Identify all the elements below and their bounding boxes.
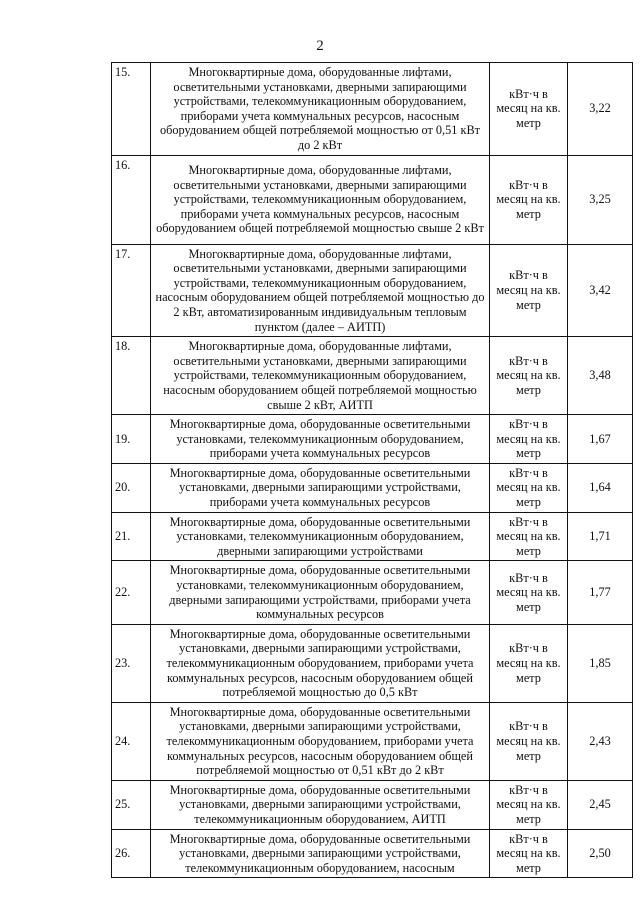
table-row xyxy=(112,561,633,624)
row-number: 21. xyxy=(112,512,151,561)
row-unit: кВт·ч в месяц на кв. метр xyxy=(490,780,568,829)
row-description: Многоквартирные дома, оборудованные лифтами, осветительными установками, дверными запирающими устройствами, телекоммуникационным оборудованием, приборами учета коммунальных ресурсов, насосным оборудованием общей потребляемой мощностью от 0,51 кВт до 2 кВт xyxy=(151,63,490,156)
table-row xyxy=(112,463,633,512)
row-description: Многоквартирные дома, оборудованные осветительными установками, дверными запирающими устройствами, телекоммуникационным оборудованием, насосным xyxy=(151,829,490,878)
row-description: Многоквартирные дома, оборудованные осветительными установками, дверными запирающими устройствами, приборами учета коммунальных ресурсов xyxy=(151,463,490,512)
consumption-norms-table xyxy=(111,62,633,878)
row-value: 3,42 xyxy=(568,244,633,337)
table-row xyxy=(112,415,633,464)
row-number: 23. xyxy=(112,624,151,702)
row-unit: кВт·ч в месяц на кв. метр xyxy=(490,244,568,337)
row-value: 3,22 xyxy=(568,63,633,156)
row-number: 24. xyxy=(112,702,151,780)
row-value: 2,45 xyxy=(568,780,633,829)
row-value: 1,64 xyxy=(568,463,633,512)
row-unit: кВт·ч в месяц на кв. метр xyxy=(490,63,568,156)
row-description: Многоквартирные дома, оборудованные осветительными установками, дверными запирающими устройствами, телекоммуникационным оборудованием, АИТП xyxy=(151,780,490,829)
row-unit: кВт·ч в месяц на кв. метр xyxy=(490,463,568,512)
row-number: 20. xyxy=(112,463,151,512)
table-row xyxy=(112,244,633,337)
row-value: 1,85 xyxy=(568,624,633,702)
table-row xyxy=(112,780,633,829)
row-value: 1,77 xyxy=(568,561,633,624)
row-value: 1,71 xyxy=(568,512,633,561)
row-description: Многоквартирные дома, оборудованные осветительными установками, телекоммуникационным оборудованием, приборами учета коммунальных ресурсов xyxy=(151,415,490,464)
row-value: 2,50 xyxy=(568,829,633,878)
row-number: 18. xyxy=(112,337,151,415)
row-number: 17. xyxy=(112,244,151,337)
table-row xyxy=(112,337,633,415)
table-row xyxy=(112,155,633,244)
row-value: 3,48 xyxy=(568,337,633,415)
row-number: 16. xyxy=(112,155,151,244)
row-number: 25. xyxy=(112,780,151,829)
row-description: Многоквартирные дома, оборудованные лифтами, осветительными установками, дверными запирающими устройствами, телекоммуникационным оборудованием, насосным оборудованием общей потребляемой мощностью до 2 кВт, автоматизированным индивидуальным тепловым пунктом (далее – АИТП) xyxy=(151,244,490,337)
row-value: 3,25 xyxy=(568,155,633,244)
table-row xyxy=(112,702,633,780)
row-description: Многоквартирные дома, оборудованные лифтами, осветительными установками, дверными запирающими устройствами, телекоммуникационным оборудованием, приборами учета коммунальных ресурсов, насосным оборудованием общей потребляемой мощностью свыше 2 кВт xyxy=(151,155,490,244)
row-number: 26. xyxy=(112,829,151,878)
row-unit: кВт·ч в месяц на кв. метр xyxy=(490,155,568,244)
row-unit: кВт·ч в месяц на кв. метр xyxy=(490,624,568,702)
row-number: 15. xyxy=(112,63,151,156)
row-number: 19. xyxy=(112,415,151,464)
row-unit: кВт·ч в месяц на кв. метр xyxy=(490,561,568,624)
page-number: 2 xyxy=(316,38,324,54)
row-description: Многоквартирные дома, оборудованные осветительными установками, дверными запирающими устройствами, телекоммуникационным оборудованием, приборами учета коммунальных ресурсов, насосным оборудованием общей потребляемой мощностью от 0,51 кВт до 2 кВт xyxy=(151,702,490,780)
row-value: 2,43 xyxy=(568,702,633,780)
row-unit: кВт·ч в месяц на кв. метр xyxy=(490,337,568,415)
row-unit: кВт·ч в месяц на кв. метр xyxy=(490,702,568,780)
row-description: Многоквартирные дома, оборудованные осветительными установками, телекоммуникационным оборудованием, дверными запирающими устройствами, приборами учета коммунальных ресурсов xyxy=(151,561,490,624)
row-description: Многоквартирные дома, оборудованные осветительными установками, дверными запирающими устройствами, телекоммуникационным оборудованием, приборами учета коммунальных ресурсов, насосным оборудованием общей потребляемой мощностью до 0,5 кВт xyxy=(151,624,490,702)
row-unit: кВт·ч в месяц на кв. метр xyxy=(490,512,568,561)
table-row xyxy=(112,624,633,702)
row-value: 1,67 xyxy=(568,415,633,464)
row-description: Многоквартирные дома, оборудованные осветительными установками, телекоммуникационным оборудованием, дверными запирающими устройствами xyxy=(151,512,490,561)
row-description: Многоквартирные дома, оборудованные лифтами, осветительными установками, дверными запирающими устройствами, телекоммуникационным оборудованием, насосным оборудованием общей потребляемой мощностью свыше 2 кВт, АИТП xyxy=(151,337,490,415)
row-number: 22. xyxy=(112,561,151,624)
table-row xyxy=(112,63,633,156)
row-unit: кВт·ч в месяц на кв. метр xyxy=(490,415,568,464)
table-row xyxy=(112,512,633,561)
table-row xyxy=(112,829,633,878)
row-unit: кВт·ч в месяц на кв. метр xyxy=(490,829,568,878)
